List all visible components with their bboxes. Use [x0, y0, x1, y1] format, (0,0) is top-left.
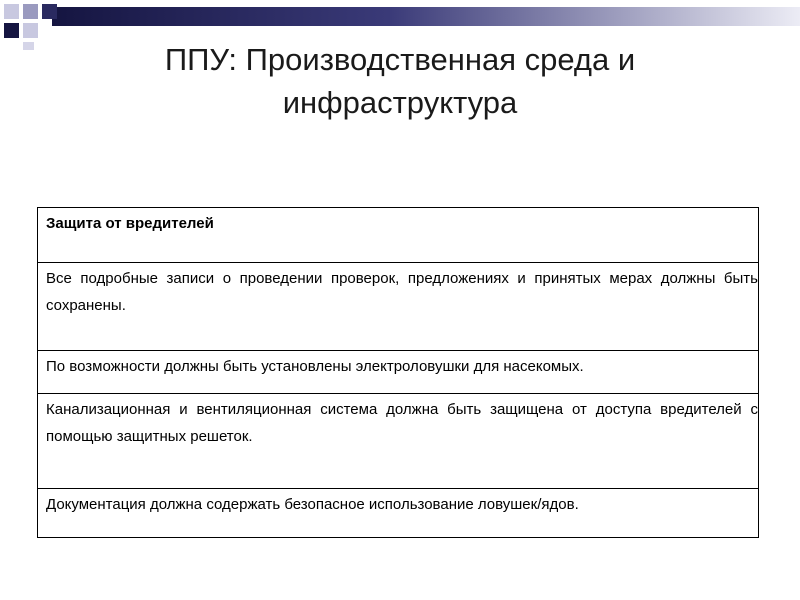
decorative-square	[23, 42, 34, 50]
slide-title	[60, 38, 740, 124]
decorative-square	[23, 23, 38, 38]
decorative-square	[42, 4, 57, 19]
table-cell: Канализационная и вентиляционная система должна быть защищена от доступа вредителей с помощью защитных решеток.	[38, 394, 759, 489]
pest-control-table	[37, 207, 759, 538]
header-gradient-band	[52, 7, 800, 26]
decorative-square	[23, 4, 38, 19]
table-row	[38, 263, 759, 351]
table-row	[38, 394, 759, 489]
table-row	[38, 489, 759, 538]
table-row	[38, 351, 759, 394]
table-cell: Документация должна содержать безопасное использование ловушек/ядов.	[38, 489, 759, 538]
decorative-square	[4, 23, 19, 38]
table-header-row	[38, 208, 759, 263]
slide-title-line-1: ППУ: Производственная среда и	[164, 42, 636, 77]
table-cell: По возможности должны быть установлены электроловушки для насекомых.	[38, 351, 759, 394]
table-cell: Все подробные записи о проведении проверок, предложениях и принятых мерах должны быть сохранены.	[38, 263, 759, 351]
slide-title-line-2: инфраструктура	[282, 85, 518, 120]
table-header-cell: Защита от вредителей	[38, 208, 759, 263]
decorative-square	[4, 4, 19, 19]
